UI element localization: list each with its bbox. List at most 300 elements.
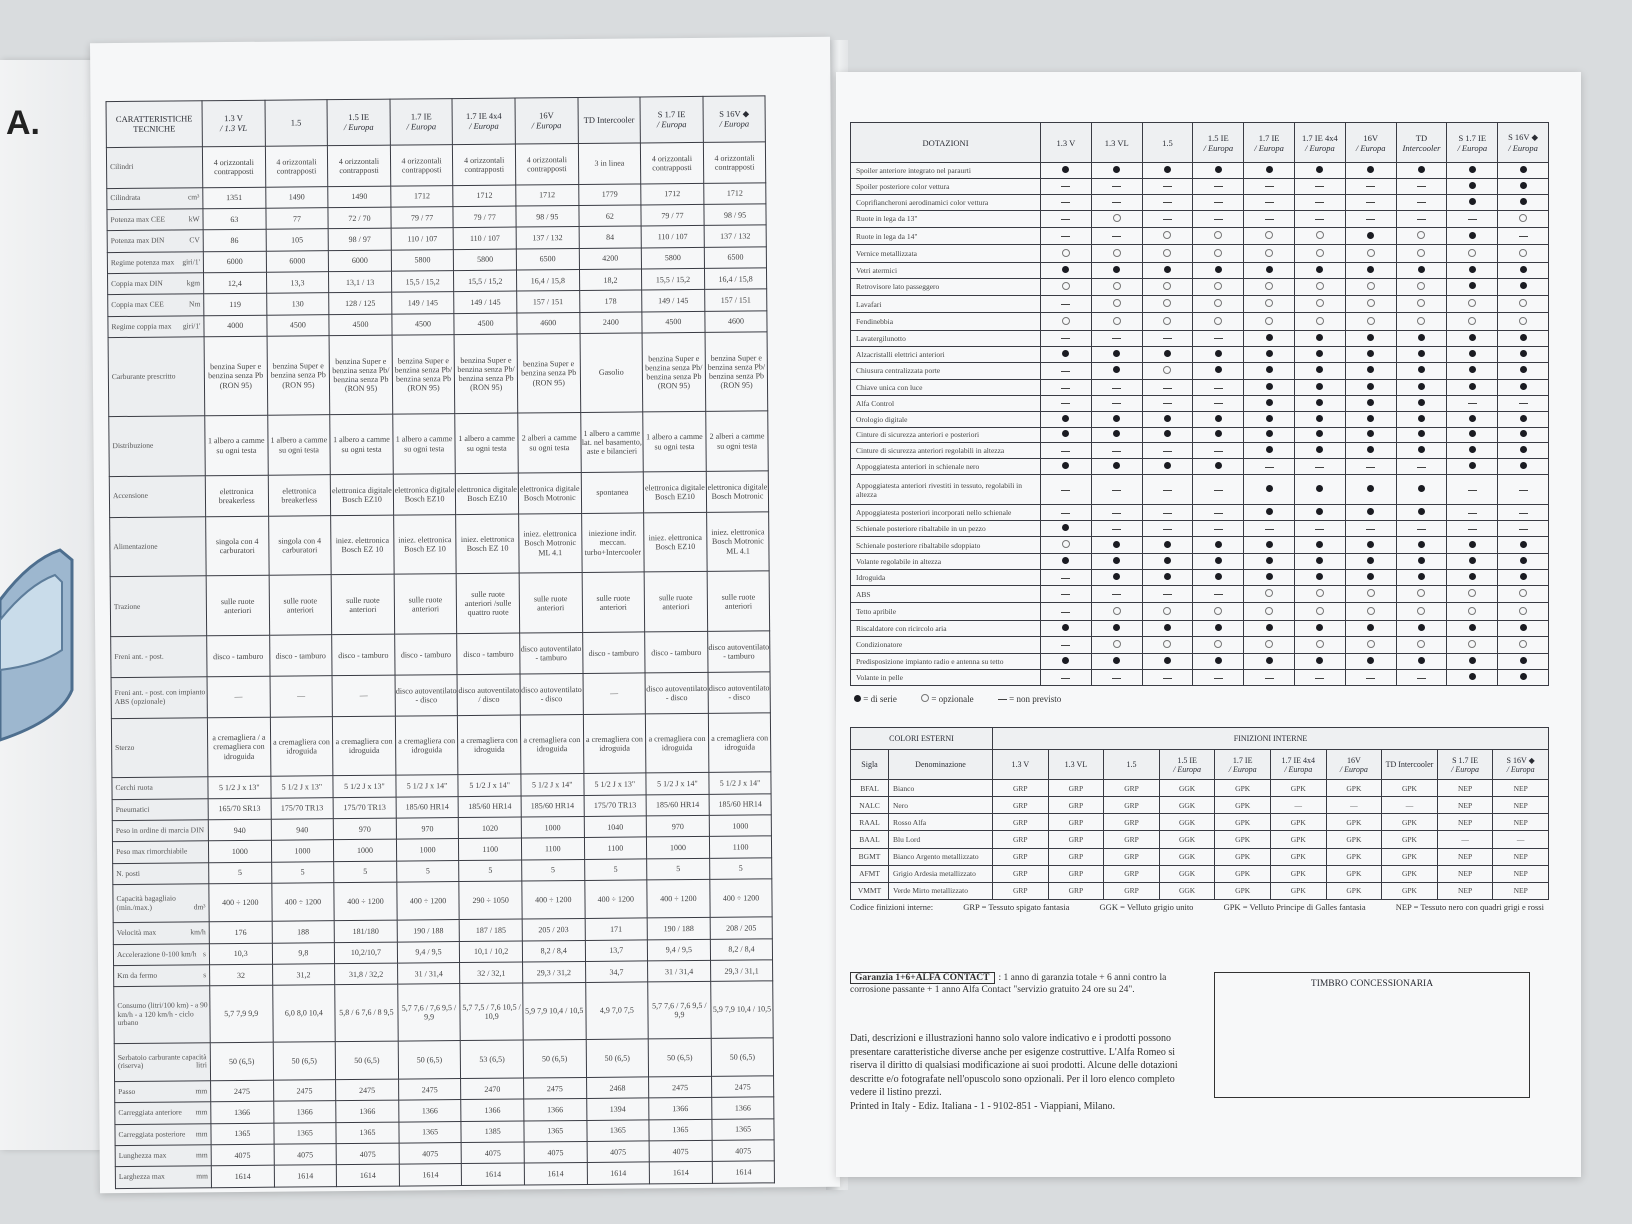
spec-value-cell: 13,7	[585, 940, 648, 962]
spec-value-cell: elettronica digitale Bosch EZ10	[330, 474, 393, 515]
equipment-row	[851, 459, 1549, 475]
optional-circle-icon	[1113, 282, 1121, 290]
standard-dot-icon	[1266, 657, 1273, 664]
equipment-mark-cell	[1498, 296, 1549, 313]
model-sub: / Europa	[1339, 764, 1368, 774]
equipment-mark-cell	[1447, 330, 1498, 346]
equipment-mark-cell	[1396, 443, 1447, 459]
standard-dot-icon	[1164, 430, 1171, 437]
color-row	[851, 797, 1549, 814]
spec-value-cell: 400 ÷ 1200	[334, 882, 397, 921]
spec-label-text: Accensione	[112, 491, 148, 501]
spec-model-header	[452, 98, 515, 145]
equipment-mark-cell	[1041, 194, 1092, 210]
standard-dot-icon	[1520, 350, 1527, 357]
equipment-mark-cell	[1498, 585, 1549, 602]
colors-model-header	[1493, 750, 1549, 780]
spec-value-cell: 110 / 107	[391, 228, 454, 250]
optional-circle-icon	[1468, 589, 1476, 597]
standard-dot-icon	[1062, 462, 1069, 469]
equipment-mark-cell	[1294, 443, 1345, 459]
spec-value-cell: a cremagliera con idroguida	[270, 716, 333, 776]
finish-code-cell: GPK	[1215, 797, 1271, 814]
spec-value-cell: disco autoventilato - tamburo	[520, 633, 583, 674]
equipment-mark-cell	[1447, 227, 1498, 244]
model-name: 1.3 VL	[1104, 137, 1129, 148]
equipment-mark-cell	[1447, 178, 1498, 194]
spec-value-cell: disco - tamburo	[394, 634, 457, 675]
spec-value-cell: 119	[204, 294, 267, 316]
standard-dot-icon	[1418, 624, 1425, 631]
not-available-dash-icon	[1315, 219, 1324, 220]
not-available-dash-icon	[1163, 219, 1172, 220]
spec-value-cell: 1000	[396, 839, 459, 861]
spec-row-label	[113, 863, 209, 885]
equipment-mark-cell	[1041, 395, 1092, 411]
spec-row-label	[112, 820, 208, 842]
spec-value-cell: 940	[208, 819, 271, 841]
spec-value-cell: 15,5 / 15,2	[454, 270, 517, 292]
interior-code-item: GRP = Tessuto spigato fantasia	[963, 902, 1070, 912]
not-available-dash-icon	[1468, 403, 1477, 404]
not-available-dash-icon	[1265, 467, 1274, 468]
spec-value-cell: 4075	[649, 1140, 712, 1162]
equipment-row	[851, 296, 1549, 313]
spec-value-cell: 2475	[336, 1079, 399, 1101]
model-name: 1.7 IE	[1232, 755, 1253, 765]
equipment-mark-cell	[1142, 603, 1193, 620]
color-row	[851, 780, 1549, 797]
not-available-dash-icon	[1214, 594, 1223, 595]
equipment-mark-cell	[1091, 227, 1142, 244]
finish-code-cell: NEP	[1437, 848, 1493, 865]
optional-circle-icon	[1316, 607, 1324, 615]
spec-value-cell: 9,4 / 9,5	[647, 939, 710, 961]
finish-code-cell: NEP	[1493, 882, 1549, 899]
not-available-dash-icon	[1061, 594, 1070, 595]
equipment-mark-cell	[1447, 443, 1498, 459]
equipment-mark-cell	[1447, 346, 1498, 362]
optional-circle-icon	[1367, 299, 1375, 307]
spec-value-cell: 2 alberi a camme su ogni testa	[518, 413, 581, 473]
spec-value-cell: 181/180	[334, 920, 397, 942]
equipment-row	[851, 163, 1549, 179]
equipment-mark-cell	[1294, 313, 1345, 330]
equipment-mark-cell	[1498, 521, 1549, 537]
equipment-mark-cell	[1447, 163, 1498, 179]
equipment-mark-cell	[1091, 443, 1142, 459]
spec-value-cell: 6500	[704, 246, 767, 268]
optional-circle-icon	[1316, 317, 1324, 325]
equipment-mark-cell	[1041, 505, 1092, 521]
finish-code-cell: GRP	[993, 797, 1049, 814]
equipment-mark-cell	[1041, 210, 1092, 227]
spec-value-cell: 32 / 32,1	[460, 962, 523, 984]
equipment-label: Cinture di sicurezza anteriori regolabili in altezza	[851, 443, 1041, 459]
spec-value-cell: 185/60 HR14	[458, 796, 521, 818]
spec-value-cell: benzina Super e benzina senza Pb/ benzina senza Pb (RON 95)	[329, 335, 392, 415]
equipment-row	[851, 395, 1549, 411]
equipment-row	[851, 554, 1549, 570]
finish-code-cell: GPK	[1270, 865, 1326, 882]
equip-model-header	[1041, 123, 1092, 163]
equipment-mark-cell	[1193, 278, 1244, 295]
spec-value-cell: 2475	[273, 1080, 336, 1102]
optional-circle-icon	[1062, 282, 1070, 290]
not-available-dash-icon	[1112, 186, 1121, 187]
spec-value-cell: 1020	[459, 817, 522, 839]
optional-circle-icon	[1113, 607, 1121, 615]
spec-value-cell: 4,9 7,0 7,5	[585, 982, 648, 1039]
spec-value-cell: 400 ÷ 1200	[209, 883, 272, 922]
standard-dot-icon	[1316, 266, 1323, 273]
equipment-label: Ruote in lega da 14"	[851, 227, 1041, 244]
standard-dot-icon	[1469, 446, 1476, 453]
spec-value-cell: 18,2	[579, 269, 642, 291]
standard-dot-icon	[1164, 166, 1171, 173]
spec-value-cell: 5	[334, 861, 397, 883]
not-available-dash-icon	[1061, 371, 1070, 372]
equipment-mark-cell	[1193, 178, 1244, 194]
not-available-dash-icon	[1519, 513, 1528, 514]
finish-code-cell: GPK	[1215, 848, 1271, 865]
standard-dot-icon	[1266, 557, 1273, 564]
finish-code-cell: GRP	[993, 848, 1049, 865]
standard-dot-icon	[1469, 462, 1476, 469]
model-name: 1.3 V	[224, 112, 243, 123]
finish-code-cell: GPK	[1215, 780, 1271, 797]
not-available-dash-icon	[1214, 451, 1223, 452]
equipment-mark-cell	[1345, 163, 1396, 179]
equipment-mark-cell	[1142, 570, 1193, 586]
standard-dot-icon	[1469, 557, 1476, 564]
equipment-row	[851, 570, 1549, 586]
equipment-mark-cell	[1142, 296, 1193, 313]
spec-header-label: CARATTERISTICHE TECNICHE	[106, 101, 202, 148]
optional-circle-icon	[1163, 317, 1171, 325]
spec-value-cell: 53 (6,5)	[461, 1040, 524, 1079]
equipment-mark-cell	[1091, 362, 1142, 379]
equipment-mark-cell	[1447, 536, 1498, 553]
standard-dot-icon	[1418, 399, 1425, 406]
standard-dot-icon	[1367, 399, 1374, 406]
finish-code-cell: GPK	[1326, 848, 1382, 865]
colors-model-header	[1215, 750, 1271, 780]
spec-value-cell: 5	[647, 858, 710, 880]
equipment-mark-cell	[1396, 346, 1447, 362]
optional-circle-icon	[1214, 640, 1222, 648]
equipment-mark-cell	[1041, 313, 1092, 330]
spec-row-label	[106, 147, 202, 188]
equipment-legend	[854, 694, 1083, 704]
equipment-mark-cell	[1041, 554, 1092, 570]
spec-value-cell: 1712	[391, 185, 454, 207]
model-name: TD	[1415, 132, 1428, 143]
spec-label-text: Passo	[118, 1086, 136, 1096]
not-available-dash-icon	[1163, 529, 1172, 530]
spec-value-cell: elettronica breakerless	[268, 475, 331, 516]
not-available-dash-icon	[1214, 678, 1223, 679]
spec-row	[111, 712, 771, 778]
equipment-mark-cell	[1142, 262, 1193, 278]
standard-dot-icon	[1316, 166, 1323, 173]
optional-circle-icon	[1519, 214, 1527, 222]
standard-dot-icon	[1062, 166, 1069, 173]
optional-circle-icon	[1265, 249, 1273, 257]
model-sub: / Europa	[1506, 764, 1535, 774]
equipment-mark-cell	[1498, 443, 1549, 459]
equipment-mark-cell	[1193, 654, 1244, 670]
spec-unit: kW	[188, 214, 200, 224]
spec-row-label	[115, 1166, 211, 1188]
spec-value-cell: 1000	[271, 840, 334, 862]
equipment-mark-cell	[1447, 278, 1498, 295]
equipment-mark-cell	[1091, 346, 1142, 362]
spec-value-cell: 1614	[712, 1161, 775, 1183]
equipment-mark-cell	[1447, 475, 1498, 505]
spec-row-label	[112, 841, 208, 863]
spec-label-text: Coppia max CEE	[111, 299, 164, 310]
not-available-dash-icon	[1112, 451, 1121, 452]
spec-value-cell: 185/60 HR14	[396, 796, 459, 818]
equipment-mark-cell	[1396, 313, 1447, 330]
spec-row	[114, 981, 774, 1043]
model-sub: / Europa	[1284, 764, 1313, 774]
not-available-dash-icon	[1112, 202, 1121, 203]
standard-dot-icon	[1062, 350, 1069, 357]
standard-dot-icon	[1520, 541, 1527, 548]
spec-value-cell: 1040	[584, 816, 647, 838]
optional-circle-icon	[1214, 607, 1222, 615]
finish-code-cell: GRP	[993, 865, 1049, 882]
spec-unit: mm	[195, 1086, 208, 1096]
standard-dot-icon	[1367, 166, 1374, 173]
spec-value-cell: 4 orizzontali contrapposti	[703, 142, 766, 183]
equipment-mark-cell	[1193, 330, 1244, 346]
standard-dot-icon	[1113, 557, 1120, 564]
spec-value-cell: 2468	[586, 1077, 649, 1099]
spec-value-cell: 62	[578, 205, 641, 227]
equipment-mark-cell	[1498, 313, 1549, 330]
finish-code-cell: GPK	[1382, 814, 1438, 831]
spec-value-cell: 4075	[211, 1144, 274, 1166]
equip-model-header	[1193, 123, 1244, 163]
standard-dot-icon	[1316, 334, 1323, 341]
spec-value-cell: 5,9 7,9 10,4 / 10,5	[523, 983, 586, 1040]
equipment-mark-cell	[1447, 262, 1498, 278]
spec-value-cell: 4075	[461, 1142, 524, 1164]
spec-value-cell: 98 / 97	[328, 228, 391, 250]
spec-value-cell: 970	[646, 815, 709, 837]
equipment-mark-cell	[1091, 262, 1142, 278]
equipment-mark-cell	[1091, 163, 1142, 179]
spec-value-cell: —	[270, 676, 333, 717]
standard-dot-icon	[1520, 415, 1527, 422]
finish-code-cell: NEP	[1493, 780, 1549, 797]
optional-circle-icon	[1316, 640, 1324, 648]
spec-value-cell: 4500	[266, 314, 329, 336]
spec-value-cell: sulle ruote anteriori /sulle quattro ruote	[457, 573, 520, 633]
equipment-mark-cell	[1498, 163, 1549, 179]
spec-value-cell: 149 / 145	[642, 290, 705, 312]
equipment-mark-cell	[1294, 475, 1345, 505]
not-available-dash-icon	[1417, 186, 1426, 187]
model-name: S 16V ◆	[1506, 755, 1535, 765]
not-available-dash-icon	[1061, 678, 1070, 679]
spec-value-cell: iniez. elettronica Bosch Motronic ML 4.1	[706, 511, 769, 571]
equipment-mark-cell	[1345, 346, 1396, 362]
equipment-mark-cell	[1447, 620, 1498, 636]
spec-row-label	[115, 1081, 211, 1103]
standard-dot-icon	[1113, 350, 1120, 357]
spec-value-cell: 3 in linea	[578, 143, 641, 184]
interior-codes	[850, 902, 1550, 912]
equipment-mark-cell	[1041, 536, 1092, 553]
finish-code-cell: GRP	[1048, 831, 1104, 848]
standard-dot-icon	[1469, 350, 1476, 357]
finish-code-cell: GRP	[993, 882, 1049, 899]
optional-circle-icon	[1367, 640, 1375, 648]
equipment-mark-cell	[1244, 227, 1295, 244]
optional-circle-icon	[1316, 249, 1324, 257]
equipment-row	[851, 443, 1549, 459]
equipment-mark-cell	[1142, 521, 1193, 537]
spec-value-cell: 5,7 7,6 / 7,6 9,5 / 9,9	[398, 984, 461, 1041]
equipment-mark-cell	[1396, 380, 1447, 396]
equipment-label: Idroguida	[851, 570, 1041, 586]
spec-value-cell: 4075	[274, 1144, 337, 1166]
equipment-mark-cell	[1396, 245, 1447, 262]
not-available-dash-icon	[1519, 490, 1528, 491]
optional-circle-icon	[1113, 299, 1121, 307]
equipment-mark-cell	[1396, 227, 1447, 244]
equipment-mark-cell	[1396, 411, 1447, 427]
equipment-mark-cell	[1498, 654, 1549, 670]
color-row	[851, 814, 1549, 831]
equipment-mark-cell	[1142, 313, 1193, 330]
equipment-mark-cell	[1396, 654, 1447, 670]
optional-circle-icon	[1163, 299, 1171, 307]
equipment-mark-cell	[1244, 313, 1295, 330]
model-name: 1.3 V	[1056, 137, 1076, 148]
finish-code-cell: GPK	[1326, 780, 1382, 797]
equipment-mark-cell	[1396, 620, 1447, 636]
spec-label-text: Alimentazione	[113, 541, 158, 551]
equipment-row	[851, 536, 1549, 553]
not-available-dash-icon	[1315, 467, 1324, 468]
not-available-dash-icon	[1061, 403, 1070, 404]
equipment-mark-cell	[1041, 459, 1092, 475]
not-available-dash-icon	[1061, 578, 1070, 579]
spec-value-cell: 6000	[266, 250, 329, 272]
optional-circle-icon	[1265, 607, 1273, 615]
optional-circle-icon	[1519, 317, 1527, 325]
spec-value-cell: 185/60 HR14	[646, 794, 709, 816]
color-code: NALC	[851, 797, 889, 814]
spec-unit: mm	[195, 1128, 208, 1138]
equipment-mark-cell	[1244, 570, 1295, 586]
spec-value-cell: 110 / 107	[453, 227, 516, 249]
standard-dot-icon	[1469, 182, 1476, 189]
spec-value-cell: 1 albero a camme su ogni testa	[205, 415, 268, 475]
not-available-dash-icon	[1214, 513, 1223, 514]
spec-value-cell: disco - tamburo	[582, 632, 645, 673]
not-available-dash-icon	[1214, 186, 1223, 187]
spec-value-cell: elettronica digitale Bosch EZ10	[643, 471, 706, 512]
standard-dot-icon	[1113, 430, 1120, 437]
color-code: BAAL	[851, 831, 889, 848]
spec-value-cell: 5,9 7,9 10,4 / 10,5	[710, 981, 773, 1038]
standard-dot-icon	[1164, 266, 1171, 273]
spec-value-cell: 1365	[399, 1121, 462, 1143]
optional-circle-icon	[1214, 282, 1222, 290]
equipment-mark-cell	[1193, 669, 1244, 685]
spec-value-cell: 31 / 31,4	[397, 963, 460, 985]
standard-dot-icon	[1113, 573, 1120, 580]
spec-label-text: Distribuzione	[112, 440, 154, 451]
spec-value-cell: 175/70 TR13	[333, 797, 396, 819]
equipment-mark-cell	[1193, 570, 1244, 586]
spec-value-cell: sulle ruote anteriori	[519, 573, 582, 633]
spec-value-cell: elettronica breakerless	[205, 475, 268, 516]
spec-row	[115, 1161, 775, 1188]
warranty-title: Garanzia 1+6+ALFA CONTACT	[850, 972, 995, 984]
standard-dot-icon	[1164, 557, 1171, 564]
legend-standard: = di serie	[863, 694, 897, 704]
equipment-mark-cell	[1244, 620, 1295, 636]
equipment-mark-cell	[1498, 245, 1549, 262]
spec-value-cell: 970	[333, 818, 396, 840]
equipment-mark-cell	[1345, 178, 1396, 194]
equipment-mark-cell	[1193, 505, 1244, 521]
spec-label-text: Potenza max CEE	[110, 214, 166, 224]
spec-label-text: Trazione	[113, 601, 141, 611]
equipment-mark-cell	[1345, 654, 1396, 670]
equipment-mark-cell	[1041, 669, 1092, 685]
model-name: 1.5	[1126, 760, 1137, 769]
spec-value-cell: 2475	[711, 1076, 774, 1098]
equipment-row	[851, 603, 1549, 620]
spec-unit: CV	[189, 235, 200, 245]
equipment-mark-cell	[1294, 603, 1345, 620]
finish-code-cell: GPK	[1215, 814, 1271, 831]
spec-value-cell: 1365	[649, 1119, 712, 1141]
optional-circle-icon	[1468, 317, 1476, 325]
standard-dot-icon	[1215, 415, 1222, 422]
equipment-mark-cell	[1244, 346, 1295, 362]
equipment-mark-cell	[1041, 620, 1092, 636]
finish-code-cell: NEP	[1437, 797, 1493, 814]
spec-value-cell: spontanea	[581, 472, 644, 513]
interior-code-item: GPK = Velluto Principe di Galles fantasia	[1223, 902, 1366, 912]
spec-value-cell: 400 ÷ 1200	[271, 883, 334, 922]
finish-code-cell: —	[1493, 831, 1549, 848]
equipment-label: Ruote in lega da 13"	[851, 210, 1041, 227]
equipment-mark-cell	[1193, 620, 1244, 636]
spec-row-label	[107, 209, 203, 231]
spec-model-header	[640, 96, 703, 143]
spec-row	[110, 511, 770, 577]
equipment-row	[851, 227, 1549, 244]
spec-value-cell: iniez. elettronica Bosch EZ 10	[456, 514, 519, 574]
finish-code-cell: GPK	[1326, 882, 1382, 899]
standard-dot-icon	[854, 695, 861, 702]
equipment-mark-cell	[1294, 411, 1345, 427]
equipment-mark-cell	[1041, 278, 1092, 295]
equipment-mark-cell	[1142, 585, 1193, 602]
equipment-label: Alzacristalli elettrici anteriori	[851, 346, 1041, 362]
spec-value-cell: 10,1 / 10,2	[460, 941, 523, 963]
